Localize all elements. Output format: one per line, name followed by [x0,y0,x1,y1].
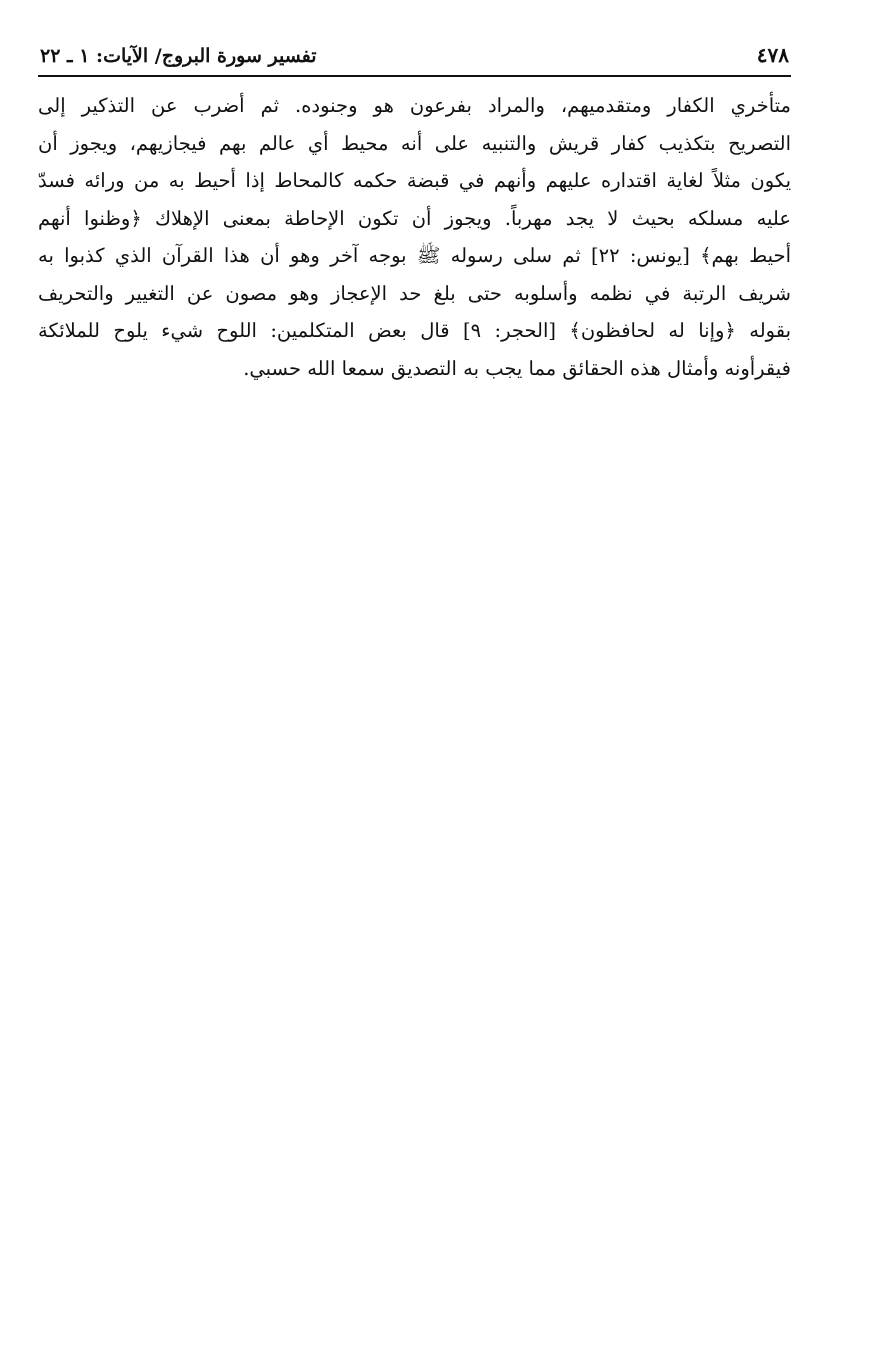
running-header [38,40,791,77]
text-line: متأخري الكفار ومتقدميهم، والمراد بفرعون هو وجنوده. ثم أضرب عن التذكير إلى [38,94,791,117]
text-line: التصريح بتكذيب كفار قريش والتنبيه على أنه محيط أي عالم بهم فيجازيهم، ويجوز أن [38,131,791,155]
body-text [38,87,791,387]
text-line-last: فيقرأونه وأمثال هذه الحقائق مما يجب به التصديق سمعا الله حسبي. [243,356,791,380]
text-line: أحيط بهم﴾ [يونس: ٢٢] ثم سلى رسوله ﷺ بوجه آخر وهو أن هذا القرآن الذي كذبوا به [38,244,791,267]
text-line: شريف الرتبة في نظمه وأسلوبه حتى بلغ حد الإعجاز وهو مصون عن التغيير والتحريف [38,281,791,305]
running-title: تفسير سورة البروج/ الآيات: ١ ـ ٢٢ [40,45,317,67]
page-number: ٤٧٨ [756,43,789,67]
book-page [38,40,791,387]
text-line: بقوله ﴿وإنا له لحافظون﴾ [الحجر: ٩] قال بعض المتكلمين: اللوح شيء يلوح للملائكة [38,319,791,342]
text-line: يكون مثلاً لغاية اقتداره عليهم وأنهم في قبضة حكمه كالمحاط إذا أحيط به من ورائه فسدّ [38,169,791,192]
text-line: عليه مسلكه بحيث لا يجد مهرباً. ويجوز أن تكون الإحاطة بمعنى الإهلاك ﴿وظنوا أنهم [38,206,791,230]
